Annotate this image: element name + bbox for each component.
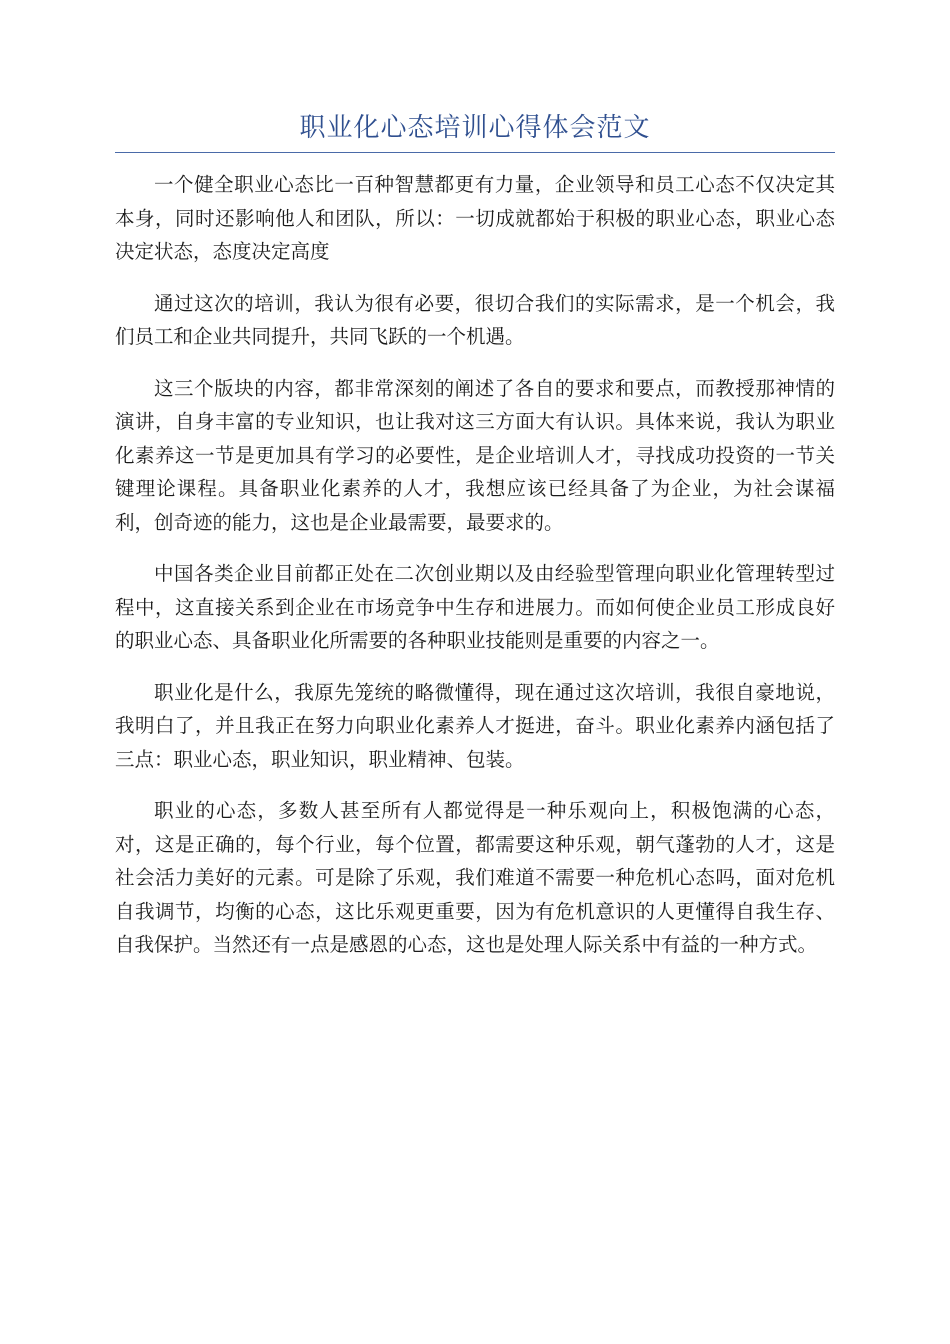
paragraph-2: 通过这次的培训，我认为很有必要，很切合我们的实际需求，是一个机会，我们员工和企业共同提升，共同飞跃的一个机遇。 (115, 291, 835, 348)
paragraph-5: 职业化是什么，我原先笼统的略微懂得，现在通过这次培训，我很自豪地说，我明白了，并且我正在努力向职业化素养人才挺进，奋斗。职业化素养内涵包括了三点：职业心态，职业知识，职业精神、包装。 (115, 680, 835, 771)
paragraph-1: 一个健全职业心态比一百种智慧都更有力量，企业领导和员工心态不仅决定其本身，同时还影响他人和团队，所以：一切成就都始于积极的职业心态，职业心态决定状态，态度决定高度 (115, 173, 835, 263)
title-block (115, 108, 835, 153)
paragraph-6: 职业的心态，多数人甚至所有人都觉得是一种乐观向上，积极饱满的心态，对，这是正确的，每个行业，每个位置，都需要这种乐观，朝气蓬勃的人才，这是社会活力美好的元素。可是除了乐观，我们难道不需要一种危机心态吗，面对危机自我调节，均衡的心态，这比乐观更重要，因为有危机意识的人更懂得自我生存、自我保护。当然还有一点是感恩的心态，这也是处理人际关系中有益的一种方式。 (115, 799, 835, 956)
document-title: 职业化心态培训心得体会范文 (299, 113, 651, 143)
paragraph-3: 这三个版块的内容，都非常深刻的阐述了各自的要求和要点，而教授那神情的演讲，自身丰富的专业知识，也让我对这三方面大有认识。具体来说，我认为职业化素养这一节是更加具有学习的必要性，是企业培训人才，寻找成功投资的一节关键理论课程。具备职业化素养的人才，我想应该已经具备了为企业，为社会谋福利，创奇迹的能力，这也是企业最需要，最要求的。 (115, 376, 835, 534)
paragraph-4: 中国各类企业目前都正处在二次创业期以及由经验型管理向职业化管理转型过程中，这直接关系到企业在市场竞争中生存和进展力。而如何使企业员工形成良好的职业心态、具备职业化所需要的各种职业技能则是重要的内容之一。 (115, 562, 835, 652)
document-body (115, 168, 835, 980)
title-underline-rule (115, 152, 835, 153)
